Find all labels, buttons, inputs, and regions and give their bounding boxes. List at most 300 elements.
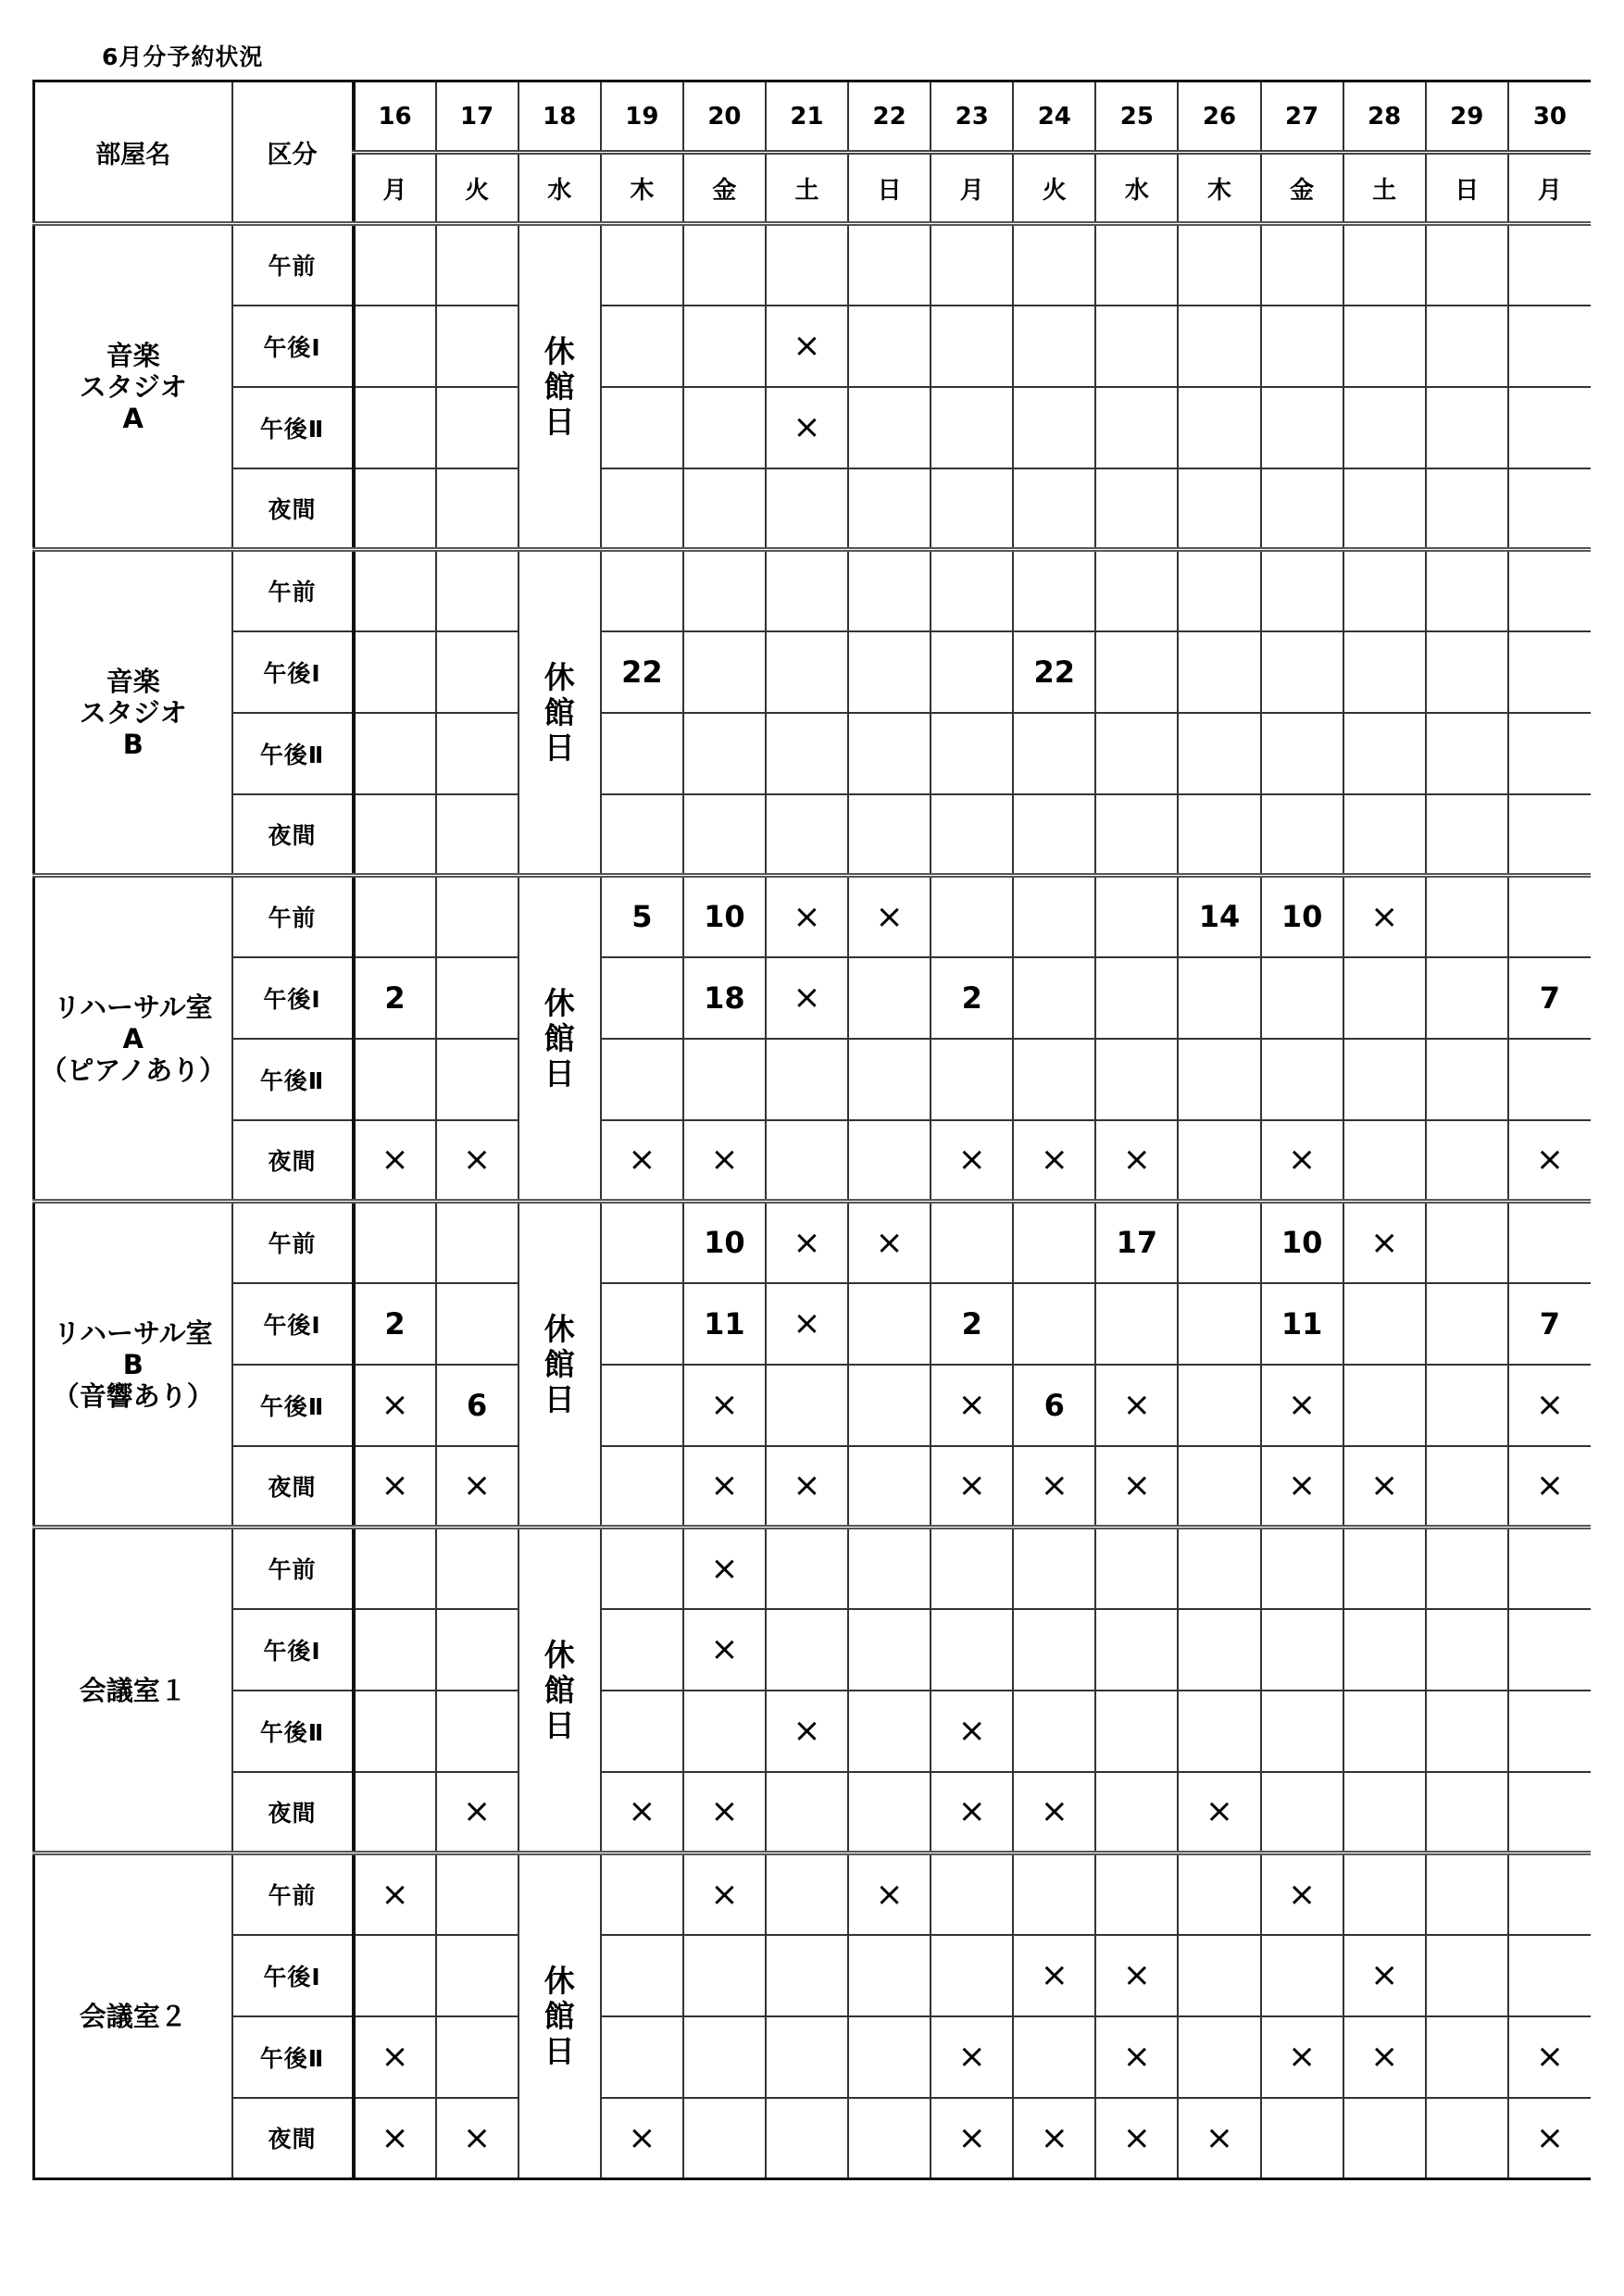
weekday-header: 月	[931, 153, 1013, 224]
booked-mark: ×	[1508, 1365, 1591, 1446]
reservation-table	[32, 80, 1591, 2180]
room-name: リハーサル室 B （音響あり）	[34, 1202, 232, 1528]
schedule-row	[34, 550, 1592, 631]
availability-count: 2	[354, 1283, 436, 1365]
empty-cell	[354, 387, 436, 468]
booked-mark: ×	[436, 1120, 518, 1202]
date-header-16: 16	[354, 81, 436, 153]
empty-cell	[766, 468, 848, 550]
empty-cell	[1343, 468, 1426, 550]
closed-day-label: 休館日	[543, 1310, 575, 1417]
availability-count: 2	[931, 1283, 1013, 1365]
empty-cell	[1343, 957, 1426, 1039]
time-slot-label: 午後Ⅱ	[232, 387, 354, 468]
empty-cell	[766, 224, 848, 306]
booked-mark: ×	[931, 1446, 1013, 1528]
empty-cell	[1343, 1365, 1426, 1446]
empty-cell	[601, 1691, 683, 1772]
date-header-25: 25	[1095, 81, 1178, 153]
empty-cell	[1343, 1691, 1426, 1772]
schedule-row	[34, 1365, 1592, 1446]
empty-cell	[601, 1202, 683, 1283]
weekday-header: 火	[436, 153, 518, 224]
booked-mark: ×	[1095, 1935, 1178, 2016]
empty-cell	[436, 2016, 518, 2098]
booked-mark: ×	[1095, 1365, 1178, 1446]
weekday-header: 土	[1343, 153, 1426, 224]
time-slot-label: 夜間	[232, 1120, 354, 1202]
booked-mark: ×	[1095, 2016, 1178, 2098]
empty-cell	[683, 468, 766, 550]
empty-cell	[1013, 1202, 1095, 1283]
empty-cell	[683, 1935, 766, 2016]
time-slot-label: 午前	[232, 1853, 354, 1935]
time-slot-label: 午後Ⅱ	[232, 1039, 354, 1120]
booked-mark: ×	[1013, 1935, 1095, 2016]
empty-cell	[1095, 876, 1178, 957]
empty-cell	[1261, 2098, 1343, 2179]
empty-cell	[1013, 957, 1095, 1039]
empty-cell	[1095, 631, 1178, 713]
empty-cell	[1426, 2098, 1508, 2179]
empty-cell	[1343, 794, 1426, 876]
time-slot-label: 午前	[232, 550, 354, 631]
weekday-header: 金	[683, 153, 766, 224]
booked-mark: ×	[354, 1365, 436, 1446]
empty-cell	[1261, 713, 1343, 794]
empty-cell	[1013, 1609, 1095, 1691]
empty-cell	[1095, 957, 1178, 1039]
booked-mark: ×	[683, 1528, 766, 1609]
closed-day-label: 休館日	[543, 1636, 575, 1743]
date-header-24: 24	[1013, 81, 1095, 153]
weekday-header: 日	[1426, 153, 1508, 224]
schedule-row	[34, 1853, 1592, 1935]
empty-cell	[683, 631, 766, 713]
empty-cell	[1508, 1853, 1591, 1935]
empty-cell	[436, 1039, 518, 1120]
booked-mark: ×	[354, 1853, 436, 1935]
empty-cell	[848, 1691, 931, 1772]
date-header-29: 29	[1426, 81, 1508, 153]
weekday-header: 月	[1508, 153, 1591, 224]
empty-cell	[1095, 306, 1178, 387]
empty-cell	[931, 631, 1013, 713]
booked-mark: ×	[436, 1772, 518, 1853]
empty-cell	[1013, 876, 1095, 957]
empty-cell	[1426, 1935, 1508, 2016]
empty-cell	[1095, 1772, 1178, 1853]
empty-cell	[931, 713, 1013, 794]
empty-cell	[1426, 876, 1508, 957]
empty-cell	[1095, 468, 1178, 550]
empty-cell	[1426, 550, 1508, 631]
closed-day-label: 休館日	[543, 1963, 575, 2069]
room-name: 音楽 スタジオ B	[34, 550, 232, 876]
empty-cell	[1261, 957, 1343, 1039]
empty-cell	[1508, 1935, 1591, 2016]
empty-cell	[931, 1935, 1013, 2016]
booked-mark: ×	[1261, 1365, 1343, 1446]
time-slot-label: 午後Ⅱ	[232, 713, 354, 794]
empty-cell	[1013, 1853, 1095, 1935]
empty-cell	[848, 224, 931, 306]
empty-cell	[931, 1202, 1013, 1283]
availability-count: 10	[1261, 1202, 1343, 1283]
booked-mark: ×	[848, 1853, 931, 1935]
empty-cell	[436, 876, 518, 957]
schedule-row	[34, 1039, 1592, 1120]
empty-cell	[1261, 224, 1343, 306]
empty-cell	[1426, 1120, 1508, 1202]
date-header-28: 28	[1343, 81, 1426, 153]
empty-cell	[931, 1039, 1013, 1120]
empty-cell	[354, 224, 436, 306]
empty-cell	[1178, 1202, 1260, 1283]
booked-mark: ×	[436, 2098, 518, 2179]
empty-cell	[766, 1120, 848, 1202]
booked-mark: ×	[1343, 1446, 1426, 1528]
closed-day-label: 休館日	[543, 984, 575, 1092]
empty-cell	[1261, 1772, 1343, 1853]
weekday-header: 火	[1013, 153, 1095, 224]
empty-cell	[436, 631, 518, 713]
empty-cell	[1508, 1609, 1591, 1691]
weekday-header: 水	[1095, 153, 1178, 224]
empty-cell	[1013, 1528, 1095, 1609]
empty-cell	[848, 957, 931, 1039]
empty-cell	[766, 1772, 848, 1853]
booked-mark: ×	[683, 1853, 766, 1935]
booked-mark: ×	[354, 2098, 436, 2179]
empty-cell	[1261, 1935, 1343, 2016]
empty-cell	[601, 550, 683, 631]
empty-cell	[601, 1853, 683, 1935]
empty-cell	[1178, 1446, 1260, 1528]
weekday-header: 日	[848, 153, 931, 224]
empty-cell	[1095, 794, 1178, 876]
time-slot-label: 夜間	[232, 1446, 354, 1528]
empty-cell	[1178, 957, 1260, 1039]
booked-mark: ×	[766, 1691, 848, 1772]
empty-cell	[1095, 550, 1178, 631]
booked-mark: ×	[1178, 1772, 1260, 1853]
empty-cell	[601, 1446, 683, 1528]
empty-cell	[354, 713, 436, 794]
availability-count: 2	[931, 957, 1013, 1039]
time-slot-label: 午前	[232, 876, 354, 957]
empty-cell	[601, 794, 683, 876]
empty-cell	[848, 2016, 931, 2098]
date-header-17: 17	[436, 81, 518, 153]
empty-cell	[354, 1935, 436, 2016]
empty-cell	[1095, 387, 1178, 468]
empty-cell	[601, 713, 683, 794]
empty-cell	[1261, 794, 1343, 876]
empty-cell	[1013, 794, 1095, 876]
empty-cell	[1343, 1039, 1426, 1120]
closed-day-cell	[518, 1528, 601, 1853]
booked-mark: ×	[931, 1365, 1013, 1446]
empty-cell	[1426, 1853, 1508, 1935]
empty-cell	[1178, 1120, 1260, 1202]
empty-cell	[1261, 387, 1343, 468]
time-slot-label: 夜間	[232, 2098, 354, 2179]
empty-cell	[1261, 631, 1343, 713]
empty-cell	[848, 1446, 931, 1528]
empty-cell	[436, 1935, 518, 2016]
booked-mark: ×	[766, 1446, 848, 1528]
booked-mark: ×	[1343, 1935, 1426, 2016]
empty-cell	[1178, 1365, 1260, 1446]
schedule-row	[34, 1609, 1592, 1691]
empty-cell	[1343, 387, 1426, 468]
date-header-22: 22	[848, 81, 931, 153]
time-slot-label: 午後Ⅰ	[232, 1283, 354, 1365]
empty-cell	[436, 1609, 518, 1691]
booked-mark: ×	[601, 2098, 683, 2179]
booked-mark: ×	[766, 876, 848, 957]
empty-cell	[766, 713, 848, 794]
booked-mark: ×	[766, 387, 848, 468]
booked-mark: ×	[1343, 1202, 1426, 1283]
time-slot-label: 午後Ⅰ	[232, 631, 354, 713]
empty-cell	[766, 1528, 848, 1609]
empty-cell	[683, 794, 766, 876]
empty-cell	[848, 550, 931, 631]
empty-cell	[1013, 2016, 1095, 2098]
empty-cell	[354, 876, 436, 957]
empty-cell	[683, 550, 766, 631]
schedule-row	[34, 1446, 1592, 1528]
empty-cell	[1261, 1691, 1343, 1772]
empty-cell	[1261, 1039, 1343, 1120]
booked-mark: ×	[1343, 2016, 1426, 2098]
empty-cell	[354, 631, 436, 713]
empty-cell	[1178, 1853, 1260, 1935]
empty-cell	[1508, 876, 1591, 957]
empty-cell	[1426, 794, 1508, 876]
time-slot-label: 午後Ⅰ	[232, 306, 354, 387]
empty-cell	[1013, 224, 1095, 306]
schedule-row	[34, 876, 1592, 957]
empty-cell	[1508, 713, 1591, 794]
empty-cell	[766, 1609, 848, 1691]
time-slot-label: 午後Ⅱ	[232, 1691, 354, 1772]
booked-mark: ×	[931, 2098, 1013, 2179]
empty-cell	[848, 1935, 931, 2016]
empty-cell	[766, 1935, 848, 2016]
empty-cell	[1261, 1609, 1343, 1691]
booked-mark: ×	[931, 1120, 1013, 1202]
empty-cell	[1508, 1528, 1591, 1609]
empty-cell	[1508, 1202, 1591, 1283]
schedule-row	[34, 468, 1592, 550]
booked-mark: ×	[1178, 2098, 1260, 2179]
booked-mark: ×	[1013, 1446, 1095, 1528]
time-slot-label: 午前	[232, 224, 354, 306]
empty-cell	[1095, 1283, 1178, 1365]
empty-cell	[1426, 631, 1508, 713]
empty-cell	[436, 713, 518, 794]
empty-cell	[1426, 468, 1508, 550]
booked-mark: ×	[1013, 1120, 1095, 1202]
empty-cell	[1426, 1283, 1508, 1365]
empty-cell	[1178, 224, 1260, 306]
empty-cell	[601, 2016, 683, 2098]
empty-cell	[1178, 387, 1260, 468]
closed-day-label: 休館日	[543, 658, 575, 766]
empty-cell	[1178, 1528, 1260, 1609]
empty-cell	[848, 1039, 931, 1120]
empty-cell	[1426, 713, 1508, 794]
empty-cell	[436, 1202, 518, 1283]
empty-cell	[848, 1120, 931, 1202]
booked-mark: ×	[683, 1609, 766, 1691]
date-header-23: 23	[931, 81, 1013, 153]
empty-cell	[1508, 794, 1591, 876]
empty-cell	[436, 957, 518, 1039]
schedule-row	[34, 1120, 1592, 1202]
schedule-row	[34, 713, 1592, 794]
booked-mark: ×	[1095, 2098, 1178, 2179]
empty-cell	[1013, 387, 1095, 468]
booked-mark: ×	[601, 1120, 683, 1202]
empty-cell	[601, 387, 683, 468]
room-column-header: 部屋名	[34, 81, 232, 224]
availability-count: 17	[1095, 1202, 1178, 1283]
empty-cell	[354, 468, 436, 550]
empty-cell	[354, 306, 436, 387]
room-name: 音楽 スタジオ A	[34, 224, 232, 550]
empty-cell	[1013, 550, 1095, 631]
empty-cell	[354, 1039, 436, 1120]
schedule-row	[34, 1772, 1592, 1853]
closed-day-cell	[518, 876, 601, 1202]
empty-cell	[1426, 1446, 1508, 1528]
empty-cell	[1508, 631, 1591, 713]
empty-cell	[683, 224, 766, 306]
empty-cell	[931, 468, 1013, 550]
empty-cell	[1426, 1528, 1508, 1609]
empty-cell	[1508, 224, 1591, 306]
empty-cell	[848, 1772, 931, 1853]
time-slot-label: 午前	[232, 1528, 354, 1609]
empty-cell	[1013, 1691, 1095, 1772]
empty-cell	[1178, 1609, 1260, 1691]
time-slot-label: 夜間	[232, 1772, 354, 1853]
empty-cell	[683, 2098, 766, 2179]
empty-cell	[1343, 550, 1426, 631]
schedule-row	[34, 224, 1592, 306]
empty-cell	[1343, 631, 1426, 713]
empty-cell	[354, 550, 436, 631]
booked-mark: ×	[354, 1120, 436, 1202]
time-slot-label: 午後Ⅱ	[232, 2016, 354, 2098]
availability-count: 6	[1013, 1365, 1095, 1446]
empty-cell	[1426, 1772, 1508, 1853]
availability-count: 7	[1508, 1283, 1591, 1365]
empty-cell	[1095, 1691, 1178, 1772]
booked-mark: ×	[1013, 1772, 1095, 1853]
booked-mark: ×	[354, 2016, 436, 2098]
empty-cell	[848, 306, 931, 387]
empty-cell	[601, 306, 683, 387]
empty-cell	[683, 2016, 766, 2098]
empty-cell	[1178, 1691, 1260, 1772]
date-header-21: 21	[766, 81, 848, 153]
empty-cell	[848, 387, 931, 468]
schedule-row	[34, 794, 1592, 876]
availability-count: 14	[1178, 876, 1260, 957]
date-header-27: 27	[1261, 81, 1343, 153]
empty-cell	[683, 1691, 766, 1772]
empty-cell	[354, 1609, 436, 1691]
empty-cell	[931, 224, 1013, 306]
availability-count: 5	[601, 876, 683, 957]
empty-cell	[1343, 713, 1426, 794]
empty-cell	[1508, 306, 1591, 387]
availability-count: 10	[683, 1202, 766, 1283]
empty-cell	[436, 794, 518, 876]
empty-cell	[601, 1609, 683, 1691]
empty-cell	[1013, 1283, 1095, 1365]
booked-mark: ×	[766, 306, 848, 387]
time-slot-label: 午後Ⅰ	[232, 1609, 354, 1691]
availability-count: 18	[683, 957, 766, 1039]
empty-cell	[354, 1691, 436, 1772]
empty-cell	[601, 957, 683, 1039]
date-header-30: 30	[1508, 81, 1591, 153]
closed-day-cell	[518, 1202, 601, 1528]
empty-cell	[1343, 1609, 1426, 1691]
empty-cell	[601, 468, 683, 550]
empty-cell	[931, 1853, 1013, 1935]
time-slot-label: 午後Ⅰ	[232, 1935, 354, 2016]
empty-cell	[601, 1935, 683, 2016]
schedule-row	[34, 387, 1592, 468]
empty-cell	[1013, 713, 1095, 794]
empty-cell	[931, 387, 1013, 468]
empty-cell	[1013, 468, 1095, 550]
booked-mark: ×	[766, 957, 848, 1039]
empty-cell	[683, 306, 766, 387]
booked-mark: ×	[683, 1365, 766, 1446]
empty-cell	[1178, 794, 1260, 876]
availability-count: 11	[1261, 1283, 1343, 1365]
weekday-header: 月	[354, 153, 436, 224]
empty-cell	[1178, 468, 1260, 550]
booked-mark: ×	[1095, 1120, 1178, 1202]
empty-cell	[601, 224, 683, 306]
empty-cell	[1508, 1691, 1591, 1772]
booked-mark: ×	[1508, 1446, 1591, 1528]
schedule-row	[34, 2098, 1592, 2179]
empty-cell	[436, 306, 518, 387]
empty-cell	[1178, 1283, 1260, 1365]
empty-cell	[1343, 2098, 1426, 2179]
empty-cell	[354, 794, 436, 876]
booked-mark: ×	[848, 876, 931, 957]
empty-cell	[848, 2098, 931, 2179]
availability-count: 2	[354, 957, 436, 1039]
booked-mark: ×	[354, 1446, 436, 1528]
empty-cell	[1343, 224, 1426, 306]
empty-cell	[1343, 1283, 1426, 1365]
booked-mark: ×	[1261, 1853, 1343, 1935]
closed-day-label: 休館日	[543, 332, 575, 440]
booked-mark: ×	[931, 1691, 1013, 1772]
